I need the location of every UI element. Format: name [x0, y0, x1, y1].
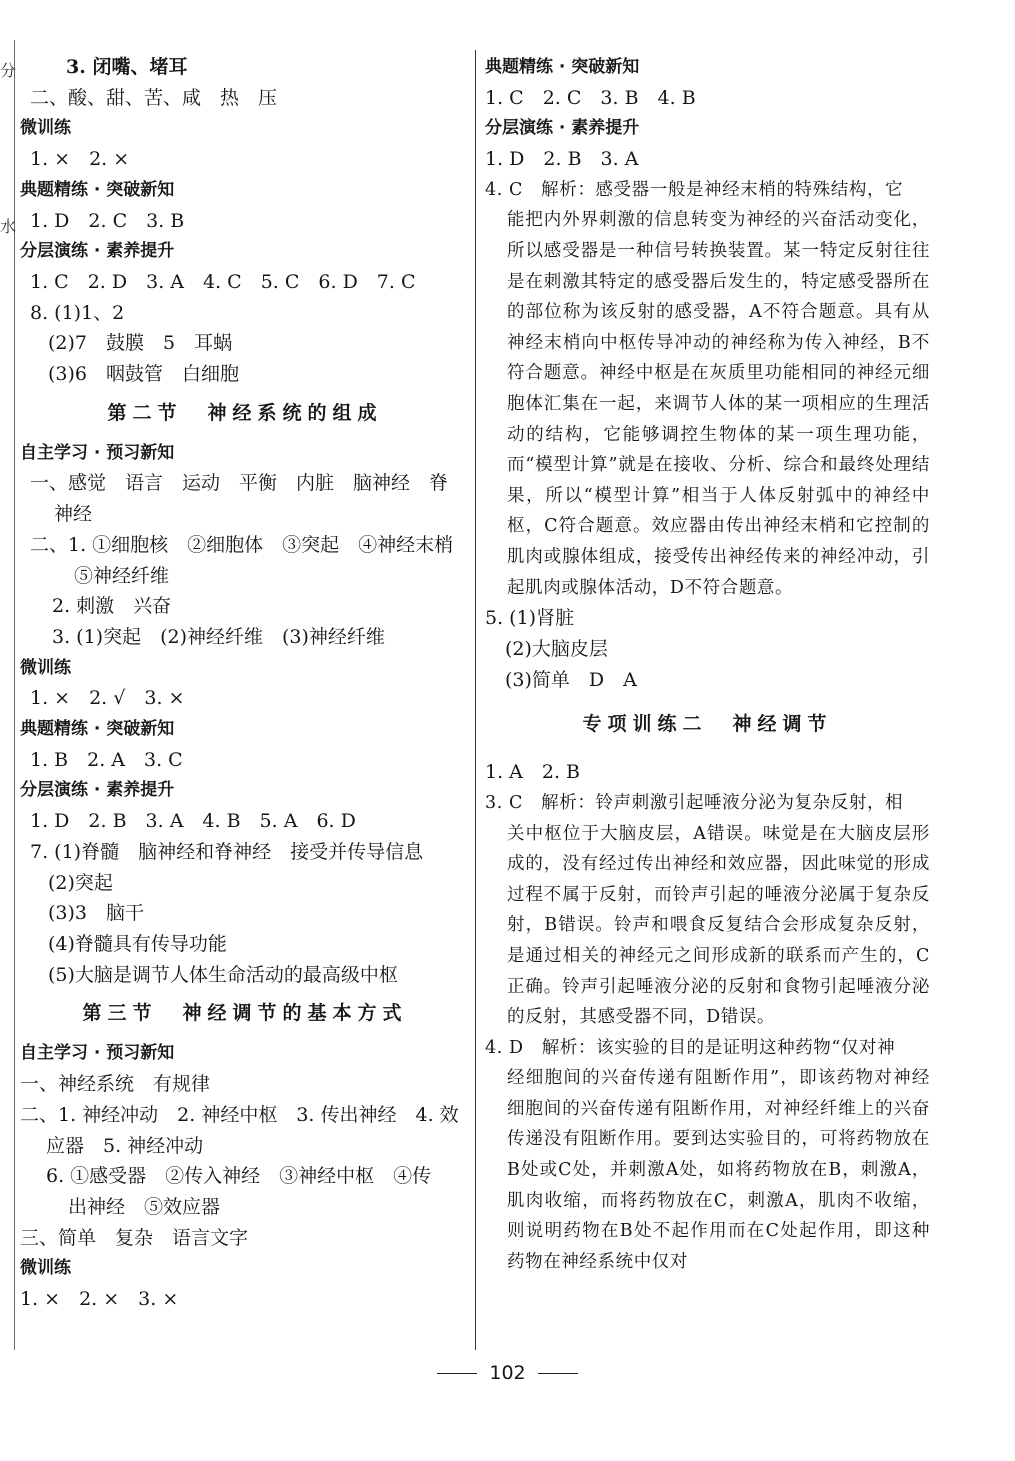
answer-line: (5)大脑是调节人体生命活动的最高级中枢 [48, 963, 398, 986]
answer-line: 一、感觉 语言 运动 平衡 内脏 脑神经 脊 [30, 472, 449, 495]
section-title: 第三节 神经调节的基本方式 [82, 1002, 408, 1025]
answer-line: 1. × 2. × [30, 148, 130, 171]
explanation-paragraph [485, 175, 930, 603]
sub-heading: 微训练 [20, 1258, 71, 1279]
answer-line: (3)3 脑干 [48, 902, 145, 925]
sub-heading: 典题精练 · 突破新知 [20, 719, 175, 740]
paragraph-body: 关中枢位于大脑皮层，A错误。味觉是在大脑皮层形成的，没有经过传出神经和效应器，因此味觉的形成过程不属于反射，而铃声引起的唾液分泌属于复杂反射，B错误。铃声和喂食反复结合会形成复杂反射，是通过相关的神经元之间形成新的联系而产生的，C正确。铃声引起唾液分泌的反射和食物引起唾液分泌的反射，其感受器不同，D错误。 [507, 823, 930, 1028]
answer-line: 1. × 2. √ 3. × [30, 687, 185, 710]
answer-line: 神经 [54, 503, 93, 526]
sub-heading: 微训练 [20, 118, 71, 139]
answer-line: 二、1. ①细胞核 ②细胞体 ③突起 ④神经末梢 [30, 533, 454, 556]
right-column [485, 52, 930, 1277]
footer-rule [538, 1373, 578, 1374]
answer-line: 5. (1)肾脏 [485, 607, 575, 630]
section-title: 第二节 神经系统的组成 [107, 401, 383, 424]
answer-line: 应器 5. 神经冲动 [46, 1134, 204, 1157]
sub-heading: 自主学习 · 预习新知 [20, 1043, 175, 1064]
paragraph-body: 经细胞间的兴奋传递有阻断作用”，即该药物对神经细胞间的兴奋传递有阻断作用，对神经纤维上的兴奋传递没有阻断作用。要到达实验目的，可将药物放在B处或C处，并刺激A处，如将药物放在B，刺激A，肌肉收缩，而将药物放在C，刺激A，肌肉不收缩，则说明药物在B处不起作用而在C处起作用，即这种药物在神经系统中仅对 [507, 1068, 930, 1272]
answer-line: 1. A 2. B [485, 761, 581, 784]
answer-line: 三、简单 复杂 语言文字 [20, 1226, 249, 1249]
answer-line: 7. (1)脊髓 脑神经和脊神经 接受并传导信息 [30, 840, 424, 863]
answer-line: 2. 刺激 兴奋 [52, 595, 172, 618]
answer-line: 1. D 2. B 3. A 4. B 5. A 6. D [30, 810, 356, 833]
paragraph-first-line: 4. C 解析：感受器一般是神经末梢的特殊结构，它 [485, 179, 904, 200]
answer-line: (2)突起 [48, 871, 113, 894]
explanation-paragraph [485, 1033, 930, 1278]
answer-line: (2)7 鼓膜 5 耳蜗 [48, 332, 233, 355]
sub-heading: 分层演练 · 素养提升 [20, 241, 175, 262]
explanation-paragraph [485, 788, 930, 1033]
page-footer [0, 1362, 1015, 1384]
sub-heading: 典题精练 · 突破新知 [485, 57, 640, 77]
answer-line: 1. C 2. D 3. A 4. C 5. C 6. D 7. C [30, 270, 416, 293]
sub-heading: 自主学习 · 预习新知 [20, 442, 175, 463]
answer-line: 二、酸、甜、苦、咸 热 压 [30, 86, 278, 109]
answer-line: 3. 闭嘴、堵耳 [66, 56, 188, 78]
answer-line: 1. D 2. C 3. B [30, 209, 185, 232]
answer-line: 6. ①感受器 ②传入神经 ③神经中枢 ④传 [46, 1165, 432, 1188]
left-column [20, 52, 470, 1315]
answer-line: 1. × 2. × 3. × [20, 1288, 179, 1311]
answer-line: (4)脊髓具有传导功能 [48, 932, 227, 955]
paragraph-first-line: 4. D 解析：该实验的目的是证明这种药物“仅对神 [485, 1037, 896, 1058]
page-number: 102 [489, 1362, 526, 1384]
answer-line: 二、1. 神经冲动 2. 神经中枢 3. 传出神经 4. 效 [20, 1103, 459, 1126]
column-divider [475, 50, 476, 1350]
edge-char: 分 [0, 61, 17, 80]
answer-line: 8. (1)1、2 [30, 301, 125, 324]
answer-line: 1. B 2. A 3. C [30, 748, 183, 771]
answer-line: ⑤神经纤维 [74, 564, 170, 587]
answer-line: 1. D 2. B 3. A [485, 148, 639, 171]
sub-heading: 分层演练 · 素养提升 [485, 118, 640, 139]
sub-heading: 微训练 [20, 657, 71, 678]
paragraph-body: 能把内外界刺激的信息转变为神经的兴奋活动变化，所以感受器是一种信号转换装置。某一特定反射往往是在刺激其特定的感受器后发生的，特定感受器所在的部位称为该反射的感受器，A不符合题意。具有从神经末梢向中枢传导冲动的神经称为传入神经，B不符合题意。神经中枢是在灰质里功能相同的神经元细胞体汇集在一起，来调节人体的某一项相应的生理活动的结构，它能够调控生物体的某一项生理功能，而“模型计算”就是在接收、分析、综合和最终处理结果，所以“模型计算”相当于人体反射弧中的神经中枢，C符合题意。效应器由传出神经末梢和它控制的肌肉或腺体组成，接受传出神经传来的神经冲动，引起肌肉或腺体活动，D不符合题意。 [507, 210, 930, 598]
section-title: 专项训练二 神经调节 [582, 713, 833, 736]
answer-line: (3)简单 D A [505, 668, 637, 691]
answer-line: 出神经 ⑤效应器 [68, 1195, 221, 1218]
answer-line: (3)6 咽鼓管 白细胞 [48, 363, 240, 386]
answer-line: 一、神经系统 有规律 [20, 1073, 211, 1096]
answer-line: 1. C 2. C 3. B 4. B [485, 86, 696, 109]
footer-rule [437, 1373, 477, 1374]
answer-line: (2)大脑皮层 [505, 637, 608, 660]
sub-heading: 典题精练 · 突破新知 [20, 179, 175, 200]
answer-line: 3. (1)突起 (2)神经纤维 (3)神经纤维 [52, 625, 385, 648]
sub-heading: 分层演练 · 素养提升 [20, 780, 175, 801]
paragraph-first-line: 3. C 解析：铃声刺激引起唾液分泌为复杂反射，相 [485, 792, 904, 813]
edge-char: 水 [0, 217, 17, 236]
